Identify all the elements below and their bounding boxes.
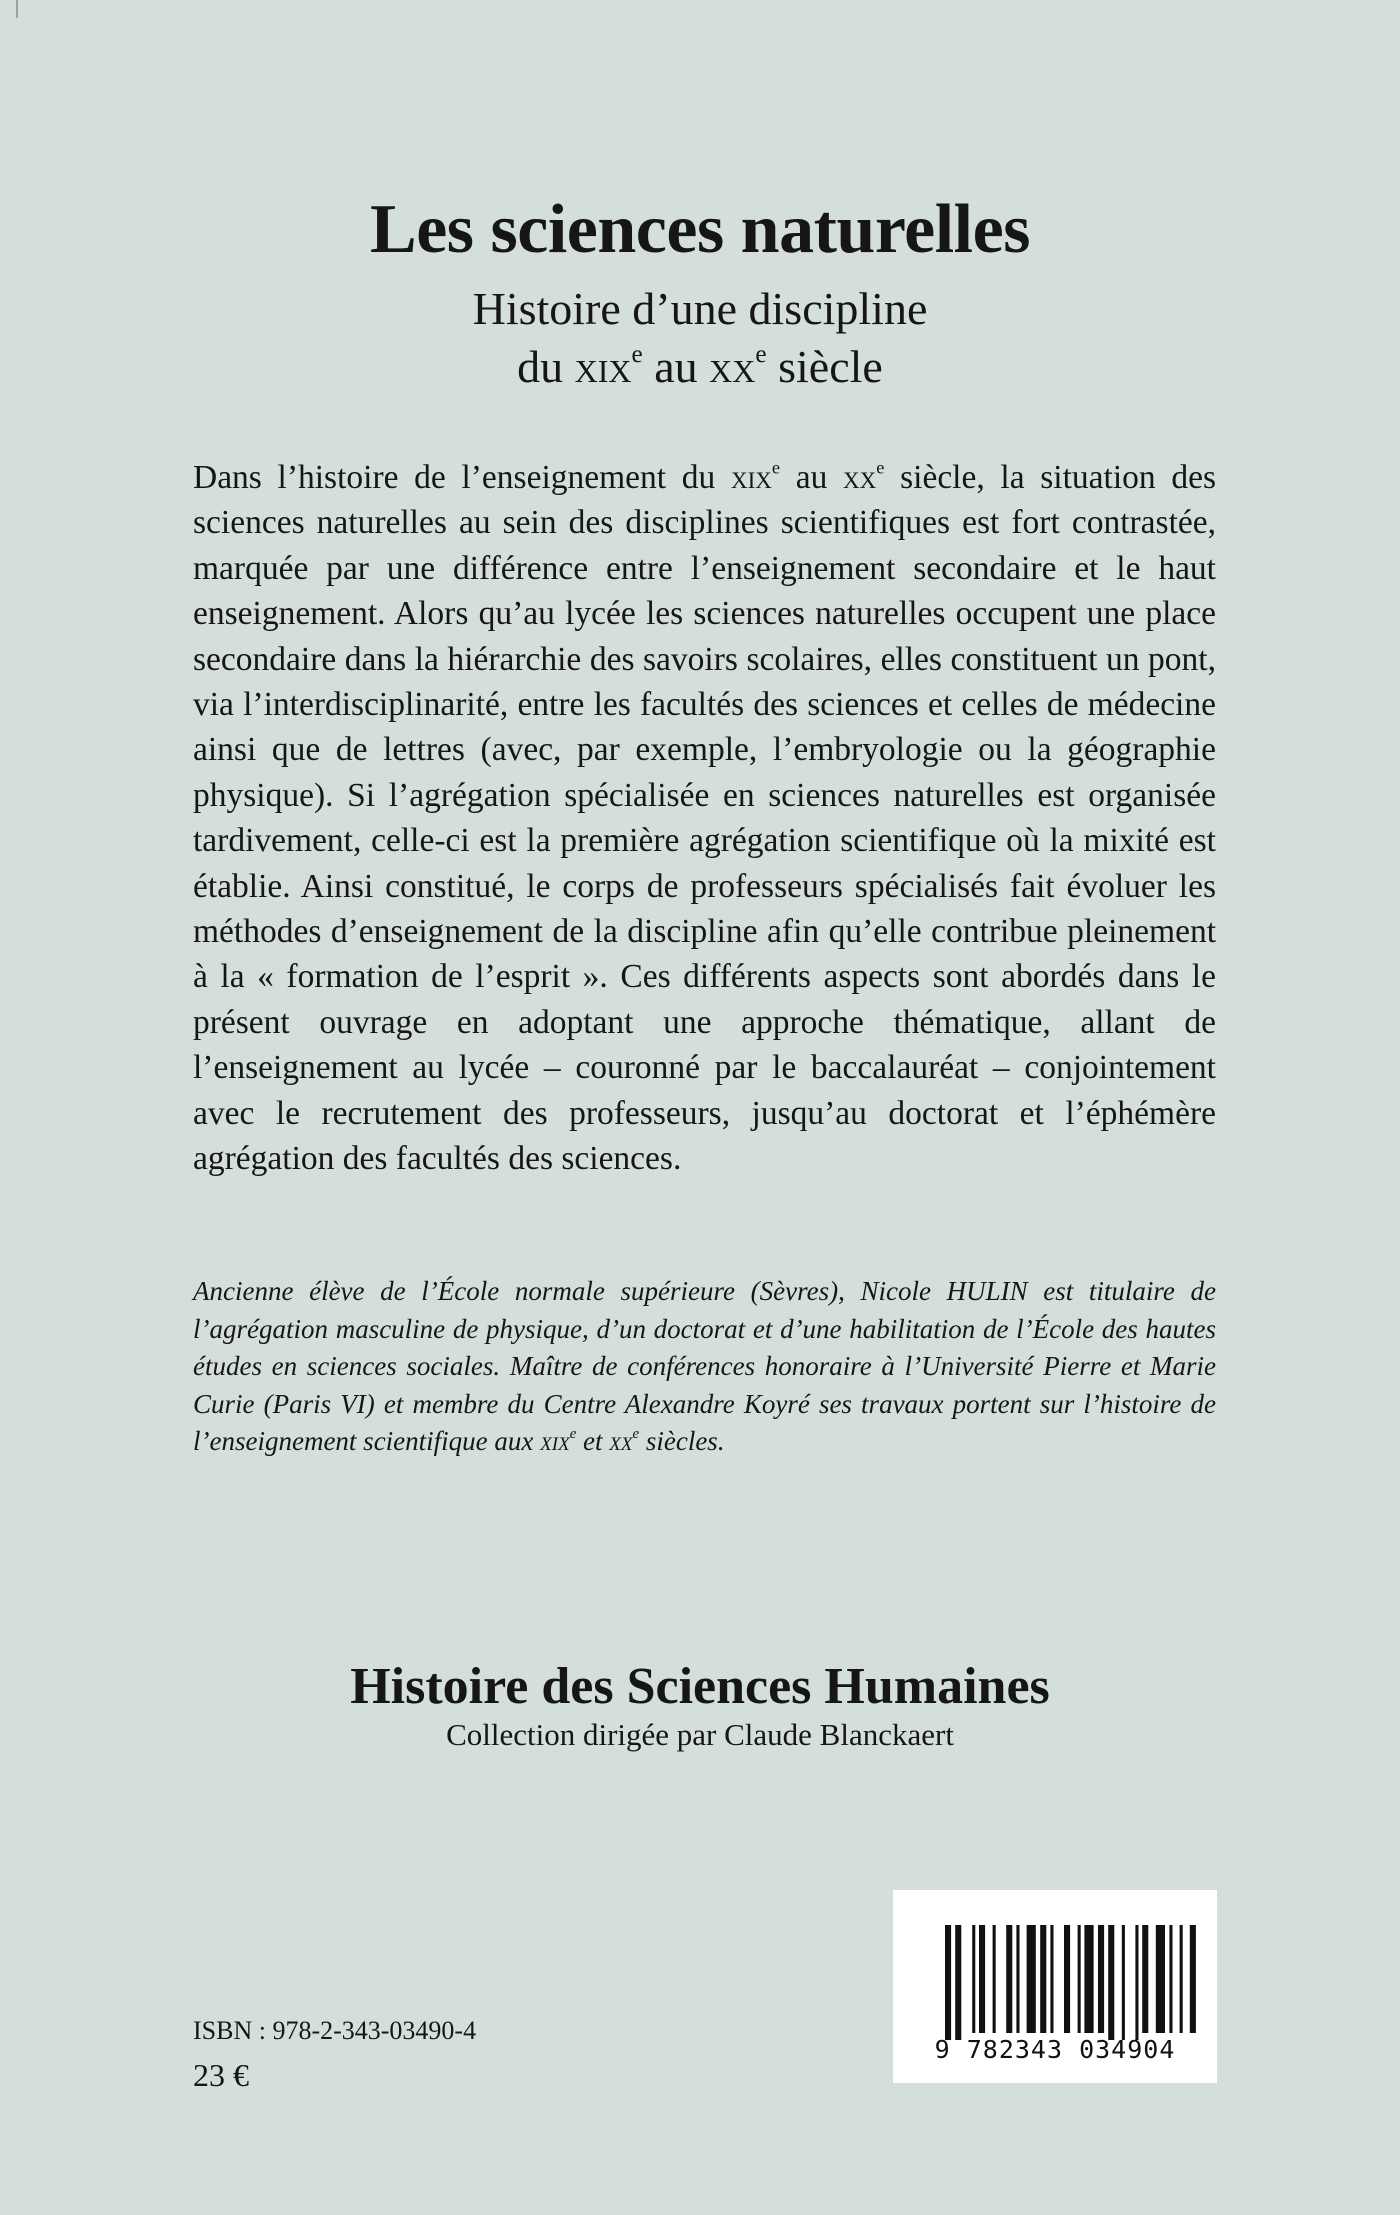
century-end: xx <box>709 341 756 392</box>
barcode <box>893 1890 1217 2083</box>
collection-name: Histoire des Sciences Humaines <box>350 1658 1050 1715</box>
barcode-bar <box>1108 1925 1114 2040</box>
barcode-bar <box>1142 1925 1148 2033</box>
summary-text: Dans l’histoire de l’enseignement du <box>193 459 731 496</box>
summary-text: siècle, la situation des sciences naturelles au sein des disciplines scientifiques est fort contrastée, marquée par une différence entre l’enseignement secondaire et le haut enseignement. Alors qu’au lycée les sciences naturelles occupent une place secondaire dans la hiérarchie des savoirs scolaires, elles constituent un pont, via l’interdisciplinarité, entre les facultés des sciences et celles de médecine ainsi que de lettres (avec, par exemple, l’embryologie ou la géographie physique). Si l’agrégation spécialisée en sciences naturelles est organisée tardivement, celle-ci est la première agrégation scientifique où la mixité est établie. Ainsi constitué, le corps de professeurs spécialisés fait évoluer les méthodes d’enseignement de la discipline afin qu’elle contribue pleinement à la « formation de l’esprit ». Ces différents aspects sont abordés dans le présent ouvrage en adoptant une approche thématique, allant de l’enseignement au lycée – couronné par le baccalauréat – conjointement avec le recrutement des professeurs, jusqu’au doctorat et l’éphémère agrégation des facultés des sciences. <box>193 459 1216 1178</box>
barcode-digits: 9 782343 034904 <box>934 2035 1176 2064</box>
barcode-bar <box>1098 1925 1104 2033</box>
summary-paragraph <box>193 455 1216 1182</box>
subtitle-text: du <box>517 341 575 392</box>
barcode-bar <box>1078 1925 1081 2033</box>
barcode-bar <box>1180 1925 1183 2033</box>
barcode-bar <box>1135 1925 1138 2040</box>
century-end: xx <box>843 459 877 496</box>
century-end: xx <box>609 1426 633 1456</box>
author-bio <box>193 1273 1216 1461</box>
barcode-bar <box>993 1925 996 2033</box>
barcode-bar <box>1050 1925 1053 2033</box>
barcode-bar <box>979 1925 985 2033</box>
barcode-bar <box>955 1925 961 2040</box>
barcode-bar <box>945 1925 951 2040</box>
ordinal-marker: e <box>755 339 767 368</box>
century-start: xix <box>574 341 632 392</box>
collection-director: Collection dirigée par Claude Blanckaert <box>446 1717 954 1752</box>
barcode-bars <box>893 1890 1217 2040</box>
book-subtitle-line1: Histoire d’une discipline <box>472 283 928 334</box>
bio-text: Ancienne élève de l’École normale supérieure (Sèvres), Nicole HULIN est titulaire de l’agrégation masculine de physique, d’un doctorat et d’une habilitation de l’École des hautes études en sciences sociales. Maître de conférences honoraire à l’Université Pierre et Marie Curie (Paris VI) et membre du Centre Alexandre Koyré ses travaux portent sur l’histoire de l’enseignement scientifique aux <box>193 1276 1216 1456</box>
century-start: xix <box>730 459 772 496</box>
barcode-bar <box>972 1925 975 2033</box>
ordinal-marker: e <box>569 1426 577 1443</box>
barcode-bar <box>1027 1925 1036 2033</box>
price-label: 23 € <box>193 2057 249 2093</box>
barcode-bar <box>1156 1925 1165 2033</box>
barcode-bar <box>1169 1925 1172 2033</box>
summary-text: au <box>780 459 844 496</box>
book-subtitle-line2 <box>0 340 1400 394</box>
barcode-bar <box>1190 1925 1196 2033</box>
century-start: xix <box>540 1426 570 1456</box>
barcode-bar <box>1122 1925 1125 2040</box>
barcode-bar <box>1064 1925 1070 2033</box>
ordinal-marker: e <box>631 339 643 368</box>
subtitle-text: au <box>642 341 710 392</box>
barcode-bar <box>1084 1925 1093 2033</box>
book-title: Les sciences naturelles <box>370 191 1030 268</box>
ordinal-marker: e <box>632 1426 640 1443</box>
subtitle-text: siècle <box>766 341 883 392</box>
bio-text: siècles. <box>639 1426 725 1456</box>
barcode-bar <box>1006 1925 1012 2033</box>
barcode-bar <box>1016 1925 1019 2033</box>
isbn-label: ISBN : 978-2-343-03490-4 <box>193 2016 477 2045</box>
ordinal-marker: e <box>876 457 885 478</box>
bio-text: et <box>576 1426 610 1456</box>
ordinal-marker: e <box>771 457 781 478</box>
barcode-bar <box>1040 1925 1046 2033</box>
